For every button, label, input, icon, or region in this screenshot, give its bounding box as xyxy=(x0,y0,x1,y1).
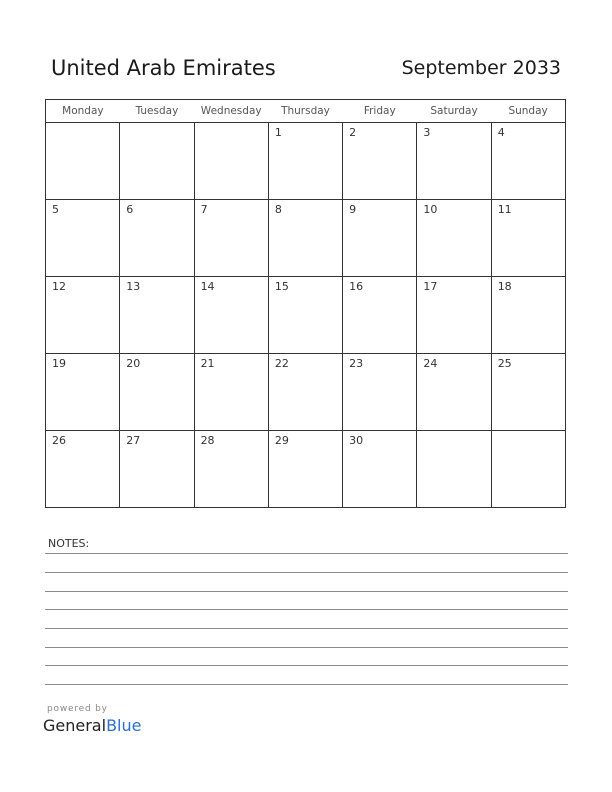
day-number: 17 xyxy=(423,280,438,293)
day-number: 14 xyxy=(200,280,215,293)
day-number: 8 xyxy=(274,203,282,216)
weekday-wednesday: Wednesday xyxy=(194,100,268,123)
note-line xyxy=(45,628,568,629)
note-line xyxy=(45,609,568,610)
day-cell xyxy=(417,123,491,200)
day-number: 4 xyxy=(497,126,505,139)
day-cell xyxy=(120,431,194,508)
day-cell xyxy=(343,431,417,508)
weekday-friday: Friday xyxy=(343,100,417,123)
note-line xyxy=(45,684,568,685)
month-title: September 2033 xyxy=(401,57,561,79)
day-number: 27 xyxy=(126,434,141,447)
day-cell xyxy=(268,354,342,431)
day-number: 28 xyxy=(200,434,215,447)
note-line xyxy=(45,665,568,666)
day-number: 18 xyxy=(497,280,512,293)
week-row-1 xyxy=(46,123,566,200)
day-cell xyxy=(120,200,194,277)
day-number: 22 xyxy=(274,357,289,370)
day-number: 3 xyxy=(423,126,431,139)
week-row-3 xyxy=(46,277,566,354)
day-cell xyxy=(268,123,342,200)
day-cell xyxy=(343,123,417,200)
day-cell xyxy=(491,200,565,277)
day-cell xyxy=(343,277,417,354)
note-line xyxy=(45,572,568,573)
notes-label: NOTES: xyxy=(48,537,90,550)
day-number: 5 xyxy=(52,203,59,216)
day-cell xyxy=(417,277,491,354)
day-number: 19 xyxy=(52,357,66,370)
day-cell xyxy=(343,354,417,431)
day-number: 6 xyxy=(126,203,134,216)
day-number: 13 xyxy=(126,280,141,293)
powered-by-text: powered by xyxy=(47,704,108,714)
day-number: 11 xyxy=(497,203,512,216)
day-cell xyxy=(417,354,491,431)
day-cell xyxy=(120,354,194,431)
week-row-4 xyxy=(46,354,566,431)
day-number: 20 xyxy=(126,357,141,370)
day-cell xyxy=(46,200,120,277)
day-number: 2 xyxy=(349,126,357,139)
day-cell xyxy=(491,354,565,431)
weekday-saturday: Saturday xyxy=(417,100,491,123)
calendar-grid xyxy=(45,99,566,508)
generalblue-logo[interactable] xyxy=(43,716,141,735)
day-cell xyxy=(417,431,491,508)
weekday-thursday: Thursday xyxy=(268,100,342,123)
day-cell xyxy=(46,431,120,508)
weekday-header-row xyxy=(46,100,566,123)
brand-general: General xyxy=(43,716,107,735)
day-cell xyxy=(491,277,565,354)
day-cell xyxy=(491,431,565,508)
note-line xyxy=(45,647,568,648)
day-number: 30 xyxy=(349,434,364,447)
day-cell xyxy=(343,200,417,277)
day-number: 24 xyxy=(423,357,438,370)
day-number: 9 xyxy=(349,203,357,216)
day-cell xyxy=(194,123,268,200)
day-cell xyxy=(417,200,491,277)
day-number: 12 xyxy=(52,280,66,293)
weekday-monday: Monday xyxy=(46,100,120,123)
day-cell xyxy=(491,123,565,200)
week-row-5 xyxy=(46,431,566,508)
day-number: 25 xyxy=(497,357,512,370)
day-number: 15 xyxy=(274,280,289,293)
note-line xyxy=(45,553,568,554)
week-row-2 xyxy=(46,200,566,277)
weekday-sunday: Sunday xyxy=(491,100,565,123)
day-cell xyxy=(120,277,194,354)
day-cell xyxy=(194,431,268,508)
day-cell xyxy=(268,200,342,277)
note-line xyxy=(45,591,568,592)
day-cell xyxy=(120,123,194,200)
day-cell xyxy=(46,277,120,354)
day-number: 1 xyxy=(274,126,282,139)
day-cell xyxy=(46,123,120,200)
day-cell xyxy=(268,431,342,508)
day-number: 23 xyxy=(349,357,364,370)
day-number: 29 xyxy=(274,434,289,447)
day-number: 21 xyxy=(200,357,215,370)
day-number: 10 xyxy=(423,203,438,216)
weekday-tuesday: Tuesday xyxy=(120,100,194,123)
brand-blue: Blue xyxy=(106,716,142,735)
day-cell xyxy=(46,354,120,431)
day-cell xyxy=(194,277,268,354)
day-number: 7 xyxy=(200,203,208,216)
day-cell xyxy=(194,200,268,277)
day-cell xyxy=(268,277,342,354)
country-title: United Arab Emirates xyxy=(51,56,276,80)
day-number: 16 xyxy=(349,280,364,293)
day-number: 26 xyxy=(52,434,66,447)
day-cell xyxy=(194,354,268,431)
